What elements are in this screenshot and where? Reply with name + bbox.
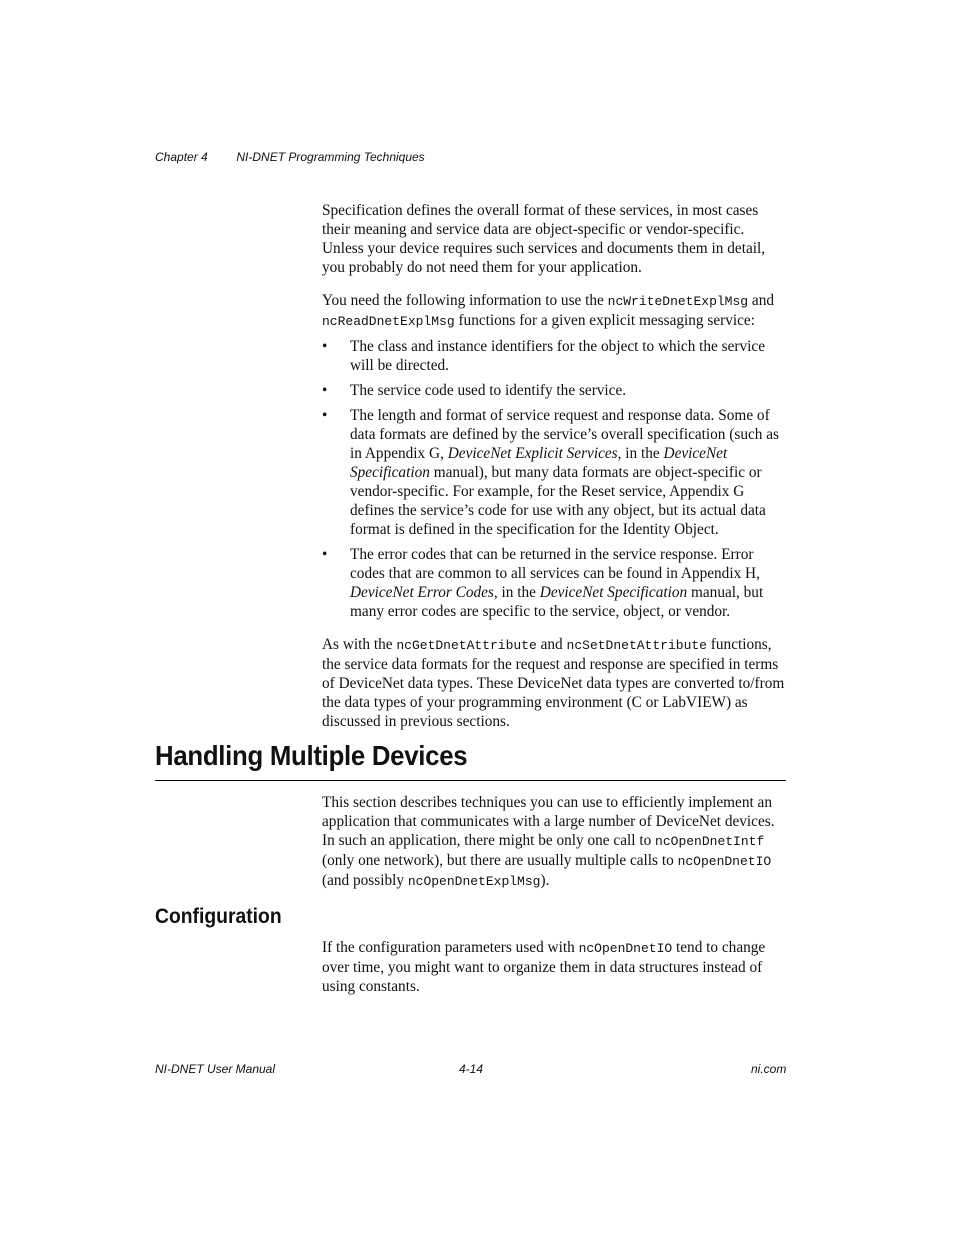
text-run: You need the following information to use the [322,292,608,309]
section-heading-block [155,740,786,772]
text-run: functions for a given explicit messaging service: [454,312,755,329]
info-bullet-list [322,337,786,621]
text-run: tend to change over time, you might want to organize them in data structures instead of using constants. [322,939,766,995]
text-run: and [748,292,775,309]
function-name: ncReadDnetExplMsg [322,314,455,329]
chapter-label: Chapter 4 [155,150,208,164]
footer-page-number: 4-14 [459,1062,484,1076]
reference-title: DeviceNet Specification [539,584,688,601]
section-heading: Handling Multiple Devices [155,740,468,771]
section-divider [155,780,786,781]
text-run: If the configuration parameters used with [322,939,579,956]
function-name: ncOpenDnetIntf [655,834,765,849]
text-run: , in the [493,584,540,601]
function-name: ncOpenDnetIO [677,854,772,869]
footer-manual-name: NI-DNET User Manual [155,1062,276,1076]
subsection-heading-block [155,905,293,929]
list-item [322,337,786,375]
function-name: ncWriteDnetExplMsg [607,294,749,309]
subsection-heading: Configuration [155,905,282,928]
reference-title: DeviceNet Explicit Services [447,445,618,462]
text-run: and [536,636,567,653]
subsection-body [322,938,786,996]
intro-block [322,201,786,731]
running-header [155,150,425,164]
text-run: The service code used to identify the service. [350,382,627,399]
function-name: ncSetDnetAttribute [566,638,707,653]
reference-title: DeviceNet Error Codes [350,584,494,601]
text-run: The length and format of service request and response data. Some of data formats are defined by the service’s overall specification (such as in Appendix G, [350,407,779,462]
text-run: The error codes that can be returned in the service response. Error codes that are common to all services can be found in Appendix H, [350,546,760,582]
bullet-icon: • [322,407,328,424]
text-run: The class and instance identifiers for the object to which the service will be directed. [350,338,765,374]
text-run: ). [540,872,550,889]
text-run: manual, but many error codes are specific to the service, object, or vendor. [350,584,764,620]
subsection-paragraph [322,938,786,996]
text-run: (and possibly [322,872,408,889]
function-name: ncGetDnetAttribute [396,638,537,653]
bullet-icon: • [322,546,328,563]
text-run: (only one network), but there are usually multiple calls to [322,852,678,869]
text-run: , in the [617,445,664,462]
bullet-icon: • [322,382,328,399]
reference-title: DeviceNet Specification [350,445,728,481]
list-item [322,406,786,539]
list-item [322,545,786,621]
text-run: functions, the service data formats for the request and response are specified in terms of DeviceNet data types. These DeviceNet data types are converted to/from the data types of your programming environment (C or LabVIEW) as discussed in previous sections. [322,636,785,730]
text-run: This section describes techniques you can use to efficiently implement an application that communicates with a large number of DeviceNet devices. In such an application, there might be only one call to [322,794,775,849]
function-name: ncOpenDnetIO [578,941,673,956]
intro-paragraph-2 [322,291,786,331]
chapter-title: NI-DNET Programming Techniques [236,150,425,164]
list-item [322,381,786,400]
function-name: ncOpenDnetExplMsg [407,874,541,889]
intro-paragraph-1: Specification defines the overall format of these services, in most cases their meaning and service data are object-specific or vendor-specific. Unless your device requires such services and documents them in detail, you probably do not need them for your application. [322,202,766,276]
bullet-icon: • [322,338,328,355]
text-run: As with the [322,636,397,653]
text-run: manual), but many data formats are object-specific or vendor-specific. For example, for the Reset service, Appendix G defines the service’s code for use with any object, but its actual data format is defined in the specification for the Identity Object. [350,464,766,538]
footer-website: ni.com [751,1062,787,1076]
section-body [322,793,786,891]
attribute-paragraph [322,635,786,731]
section-paragraph [322,793,786,891]
